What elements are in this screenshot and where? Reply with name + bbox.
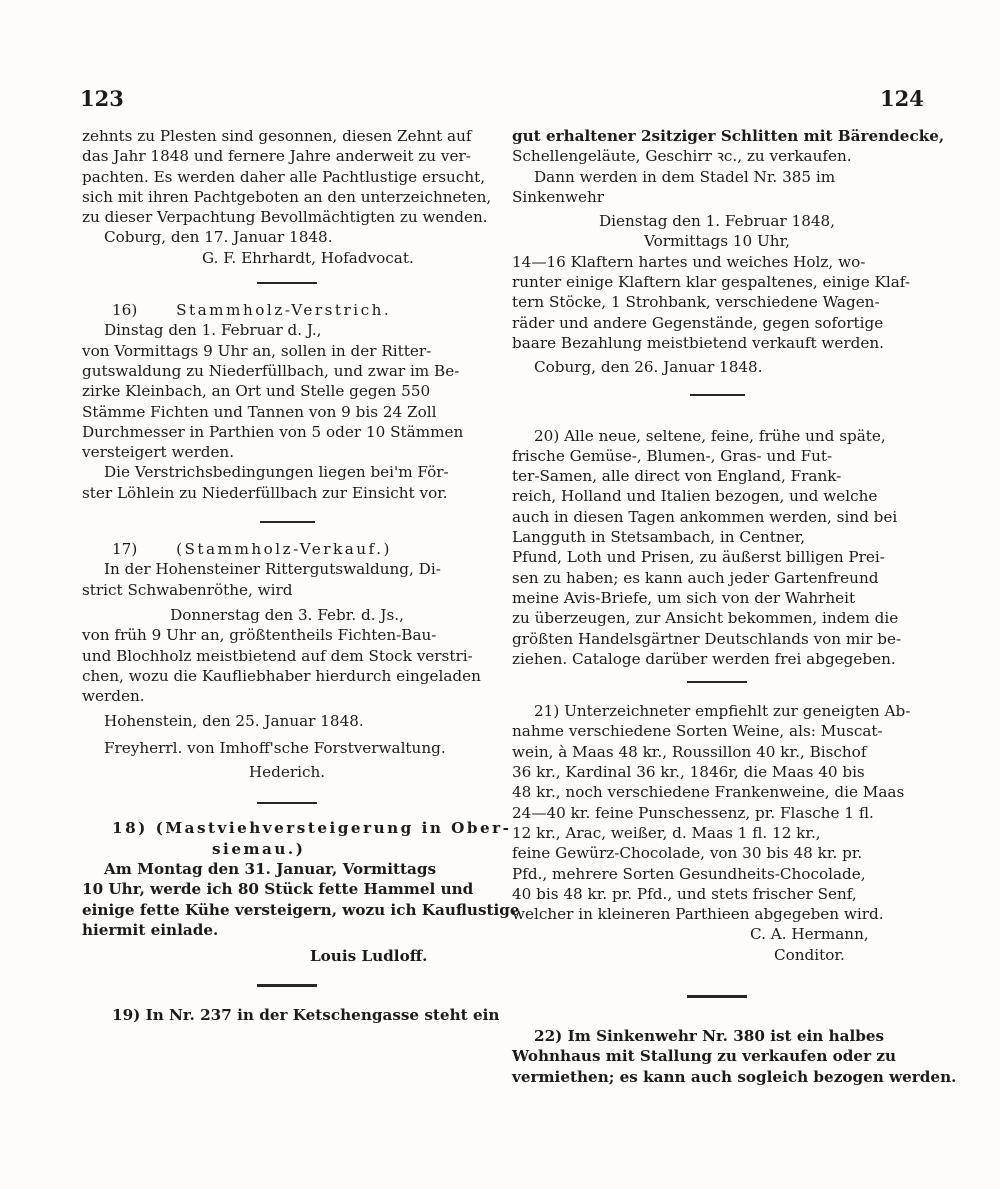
text-line: hiermit einlade. [82,920,219,939]
text-line: und Blochholz meistbietend auf dem Stock verstri- [82,646,473,665]
notice-signature: Hederich. [248,763,326,782]
text-line: 14—16 Klaftern hartes und weiches Holz, wo- [512,252,866,271]
text-line: Dann werden in dem Stadel Nr. 385 im [534,167,836,186]
text-line: pachten. Es werden daher alle Pachtlustige ersucht, [82,167,486,186]
text-line: In der Hohensteiner Rittergutswaldung, Di- [104,560,441,579]
text-line: runter einige Klaftern klar gespaltenes, einige Klaf- [512,273,911,292]
text-line: 19) In Nr. 237 in der Ketschengasse steht ein [112,1006,500,1025]
notice-date-line: Dienstag den 1. Februar 1848, [598,212,836,231]
text-line: 12 kr., Arac, weißer, d. Maas 1 fl. 12 kr., [512,823,821,842]
text-line: Stämme Fichten und Tannen von 9 bis 24 Zoll [82,402,437,421]
notice-signature: Freyherrl. von Imhoff'sche Forstverwaltung. [104,738,446,757]
notice-title: (Stammholz-Verkauf.) [176,540,392,559]
notice-signature: Louis Ludloff. [310,947,428,966]
text-line: Sinkenwehr [512,187,605,206]
text-line: räder und andere Gegenstände, gegen sofortige [512,313,884,332]
text-line: gut erhaltener 2sitziger Schlitten mit Bärendecke, [512,127,945,145]
notice-signature: Conditor. [774,945,845,964]
text-line: strict Schwabenröthe, wird [82,580,293,599]
text-line: 40 bis 48 kr. pr. Pfd., und stets frischer Senf, [512,884,857,903]
text-line: von Vormittags 9 Uhr an, sollen in der Ritter- [82,341,432,360]
text-line: größten Handelsgärtner Deutschlands von mir be- [512,629,902,648]
right-column [512,126,957,1087]
text-line: frische Gemüse-, Blumen-, Gras- und Fut- [512,446,833,465]
text-line: sich mit ihren Pachtgeboten an den unterzeichneten, [82,187,492,206]
text-line: 10 Uhr, werde ich 80 Stück fette Hammel und [82,880,474,899]
text-line: Die Verstrichsbedingungen liegen bei'm För- [104,463,449,482]
text-line: reich, Holland und Italien bezogen, und welche [512,487,878,506]
notice-number: 16) [112,301,138,320]
text-line: Wohnhaus mit Stallung zu verkaufen oder zu [512,1047,897,1066]
notice-date-line: Dinstag den 1. Februar d. J., [104,321,322,340]
text-line: ster Löhlein zu Niederfüllbach zur Einsicht vor. [82,483,448,502]
text-line: wein, à Maas 48 kr., Roussillon 40 kr., Bischof [512,742,867,761]
text-line: zehnts zu Plesten sind gesonnen, diesen Zehnt auf [82,127,472,145]
notice-18-heading: siemau.) [212,839,306,858]
notice-place-date: Hohenstein, den 25. Januar 1848. [104,712,364,731]
text-line: Schellengeläute, Geschirr ꝛc., zu verkaufen. [512,147,852,166]
text-line: meine Avis-Briefe, um sich von der Wahrheit [512,588,856,607]
notice-18-heading: 18) (Mastviehversteigerung in Ober- [112,819,512,838]
text-line: auch in diesen Tagen ankommen werden, sind bei [512,507,898,526]
text-line: Am Montag den 31. Januar, Vormittags [104,859,437,878]
notice-16-heading [82,300,492,320]
text-line: feine Gewürz-Chocolade, von 30 bis 48 kr. pr. [512,844,863,863]
text-line: 48 kr., noch verschiedene Frankenweine, die Maas [512,783,905,802]
text-line: nahme verschiedene Sorten Weine, als: Muscat- [512,722,883,741]
notice-date-line: Vormittags 10 Uhr, [644,232,790,251]
text-line: Durchmesser in Parthien von 5 oder 10 Stämmen [82,422,464,441]
text-line: zirke Kleinbach, an Ort und Stelle gegen 550 [82,382,431,401]
notice-number: 17) [112,540,138,559]
text-line: versteigert werden. [82,443,235,462]
text-line: ter-Samen, alle direct von England, Frank- [512,467,842,486]
text-line: einige fette Kühe versteigern, wozu ich Kauflustige [82,900,520,919]
notice-date-line: Donnerstag den 3. Febr. d. Js., [170,605,404,624]
text-line: Pfund, Loth und Prisen, zu äußerst billigen Prei- [512,548,885,567]
notice-signature: C. A. Hermann, [750,925,869,944]
left-column [82,126,520,1026]
text-line: ziehen. Cataloge darüber werden frei abgegeben. [512,649,896,668]
text-line: das Jahr 1848 und fernere Jahre anderweit zu ver- [82,147,471,166]
notice-place-date: Coburg, den 26. Januar 1848. [534,358,763,377]
notice-17-heading [82,539,492,559]
text-line: baare Bezahlung meistbietend verkauft werden. [512,333,884,352]
notice-date: Coburg, den 17. Januar 1848. [104,228,333,247]
text-line: welcher in kleineren Parthieen abgegeben wird. [512,905,884,924]
text-line: 20) Alle neue, seltene, feine, frühe und späte, [534,426,886,445]
text-line: tern Stöcke, 1 Strohbank, verschiedene Wagen- [512,293,880,312]
text-line: chen, wozu die Kaufliebhaber hierdurch eingeladen [82,666,481,685]
text-line: Pfd., mehrere Sorten Gesundheits-Chocolade, [512,864,866,883]
notice-signature: G. F. Ehrhardt, Hofadvocat. [202,248,414,267]
text-line: zu überzeugen, zur Ansicht bekommen, indem die [512,609,899,628]
text-line: gutswaldung zu Niederfüllbach, und zwar im Be- [82,361,460,380]
text-line: vermiethen; es kann auch sogleich bezogen werden. [512,1067,957,1086]
text-line: von früh 9 Uhr an, größtentheils Fichten-Bau- [82,626,437,645]
text-line: 24—40 kr. feine Punschessenz, pr. Flasche 1 fl. [512,803,874,822]
page-number-right: 124 [880,86,924,111]
text-line: werden. [82,687,145,706]
text-line: sen zu haben; es kann auch jeder Gartenfreund [512,568,879,587]
text-line: zu dieser Verpachtung Bevollmächtigten zu wenden. [82,208,488,227]
page-number-left: 123 [80,86,124,111]
text-line: 22) Im Sinkenwehr Nr. 380 ist ein halbes [534,1026,885,1045]
text-line: 21) Unterzeichneter empfiehlt zur geneigten Ab- [534,702,911,721]
text-line: 36 kr., Kardinal 36 kr., 1846r, die Maas 40 bis [512,763,865,782]
text-line: Langguth in Stetsambach, in Centner, [512,528,806,547]
notice-title: Stammholz-Verstrich. [176,301,392,320]
